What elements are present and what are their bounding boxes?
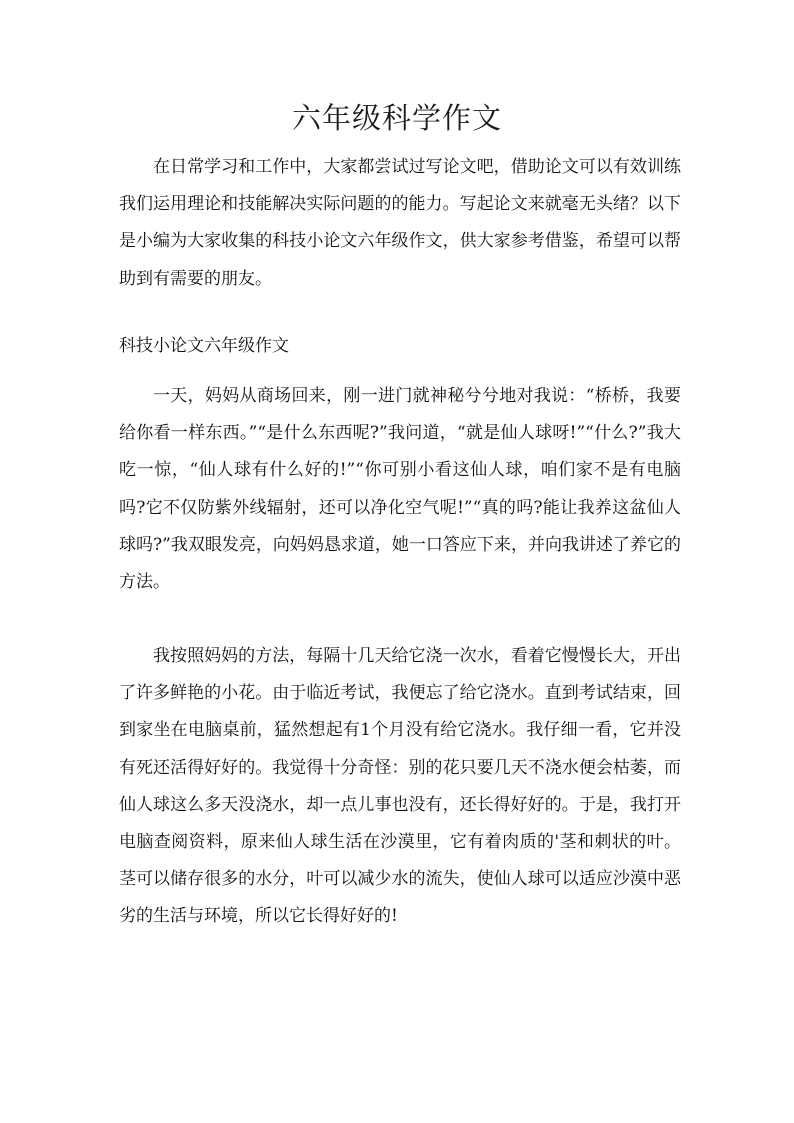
document-title: 六年级科学作文 [291, 101, 502, 135]
intro-paragraph: 在日常学习和工作中，大家都尝试过写论文吧，借助论文可以有效训练我们运用理论和技能解决实际问题的的能力。写起论文来就毫无头绪？以下是小编为大家收集的科技小论文六年级作文，供大家参考借鉴，希望可以帮助到有需要的朋友。 [119, 157, 681, 289]
body-paragraph-1: 一天，妈妈从商场回来，刚一进门就神秘兮兮地对我说：“桥桥，我要给你看一样东西。”“是什么东西呢?”我问道，“就是仙人球呀!”“什么?”我大吃一惊，“仙人球有什么好的!”“你可别小看这仙人球，咱们家不是有电脑吗?它不仅防紫外线辐射，还可以净化空气呢!”“真的吗?能让我养这盆仙人球吗?”我双眼发亮，向妈妈恳求道，她一口答应下来，并向我讲述了养它的方法。 [119, 386, 681, 593]
section-heading: 科技小论文六年级作文 [119, 336, 289, 356]
body-paragraph-2: 我按照妈妈的方法，每隔十几天给它浇一次水，看着它慢慢长大，开出了许多鲜艳的小花。由于临近考试，我便忘了给它浇水。直到考试结束，回到家坐在电脑桌前，猛然想起有1个月没有给它浇水。我仔细一看，它并没有死还活得好好的。我觉得十分奇怪：别的花只要几天不浇水便会枯萎，而仙人球这么多天没浇水，却一点儿事也没有，还长得好好的。于是，我打开电脑查阅资料，原来仙人球生活在沙漠里，它有着肉质的'茎和刺状的叶。茎可以储存很多的水分，叶可以减少水的流失，使仙人球可以适应沙漠中恶劣的生活与环境，所以它长得好好的! [119, 646, 681, 927]
